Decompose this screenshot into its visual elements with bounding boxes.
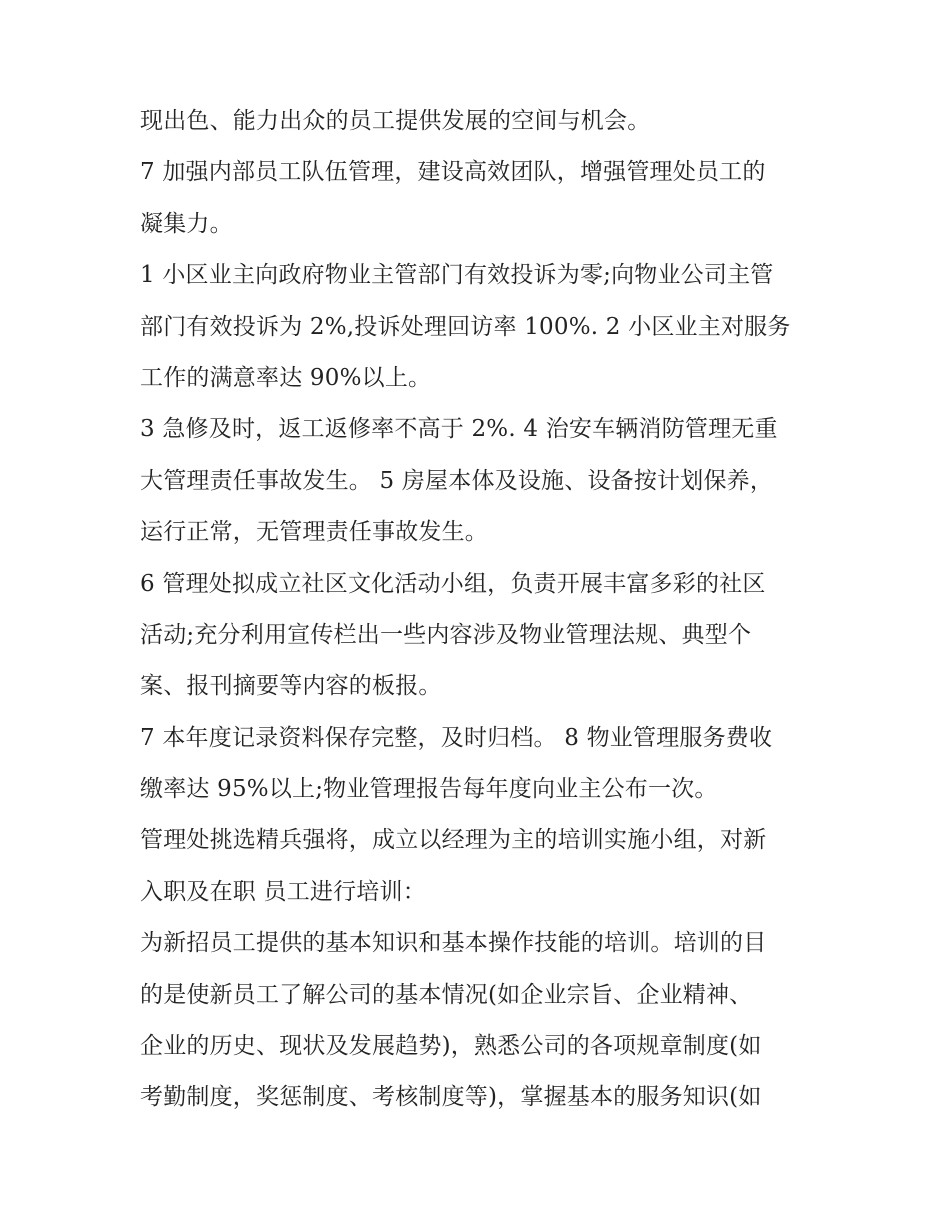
- text-line: 的是使新员工了解公司的基本情况(如企业宗旨、企业精神、: [140, 981, 753, 1008]
- text-line: 管理处挑选精兵强将，成立以经理为主的培训实施小组，对新: [140, 827, 767, 854]
- text-line: 7 加强内部员工队伍管理，建设高效团队，增强管理处员工的: [140, 159, 766, 186]
- text-line: 7 本年度记录资料保存完整，及时归档。 8 物业管理服务费收: [140, 724, 773, 751]
- text-line: 大管理责任事故发生。 5 房屋本体及设施、设备按计划保养，: [140, 467, 774, 494]
- text-line: 入职及在职 员工进行培训：: [140, 878, 426, 905]
- text-line: 1 小区业主向政府物业主管部门有效投诉为零;向物业公司主管: [140, 262, 774, 289]
- text-line: 企业的历史、现状及发展趋势)，熟悉公司的各项规章制度(如: [140, 1033, 762, 1060]
- text-line: 3 急修及时，返工返修率不高于 2%. 4 治安车辆消防管理无重: [140, 416, 778, 443]
- text-line: 缴率达 95%以上;物业管理报告每年度向业主公布一次。: [140, 776, 718, 803]
- text-line: 工作的满意率达 90%以上。: [140, 364, 432, 391]
- text-line: 部门有效投诉为 2%,投诉处理回访率 100%. 2 小区业主对服务: [140, 313, 791, 340]
- document-body: [140, 106, 812, 1134]
- text-line: 考勤制度，奖惩制度、考核制度等)，掌握基本的服务知识(如: [140, 1084, 762, 1111]
- text-line: 运行正常，无管理责任事故发生。: [140, 519, 488, 546]
- text-line: 活动;充分利用宣传栏出一些内容涉及物业管理法规、典型个: [140, 621, 752, 648]
- text-line: 为新招员工提供的基本知识和基本操作技能的培训。培训的目: [140, 930, 767, 957]
- text-line: 6 管理处拟成立社区文化活动小组，负责开展丰富多彩的社区: [140, 570, 766, 597]
- text-line: 案、报刊摘要等内容的板报。: [140, 673, 442, 700]
- text-line: 现出色、能力出众的员工提供发展的空间与机会。: [140, 108, 651, 134]
- text-line: 凝集力。: [140, 210, 233, 237]
